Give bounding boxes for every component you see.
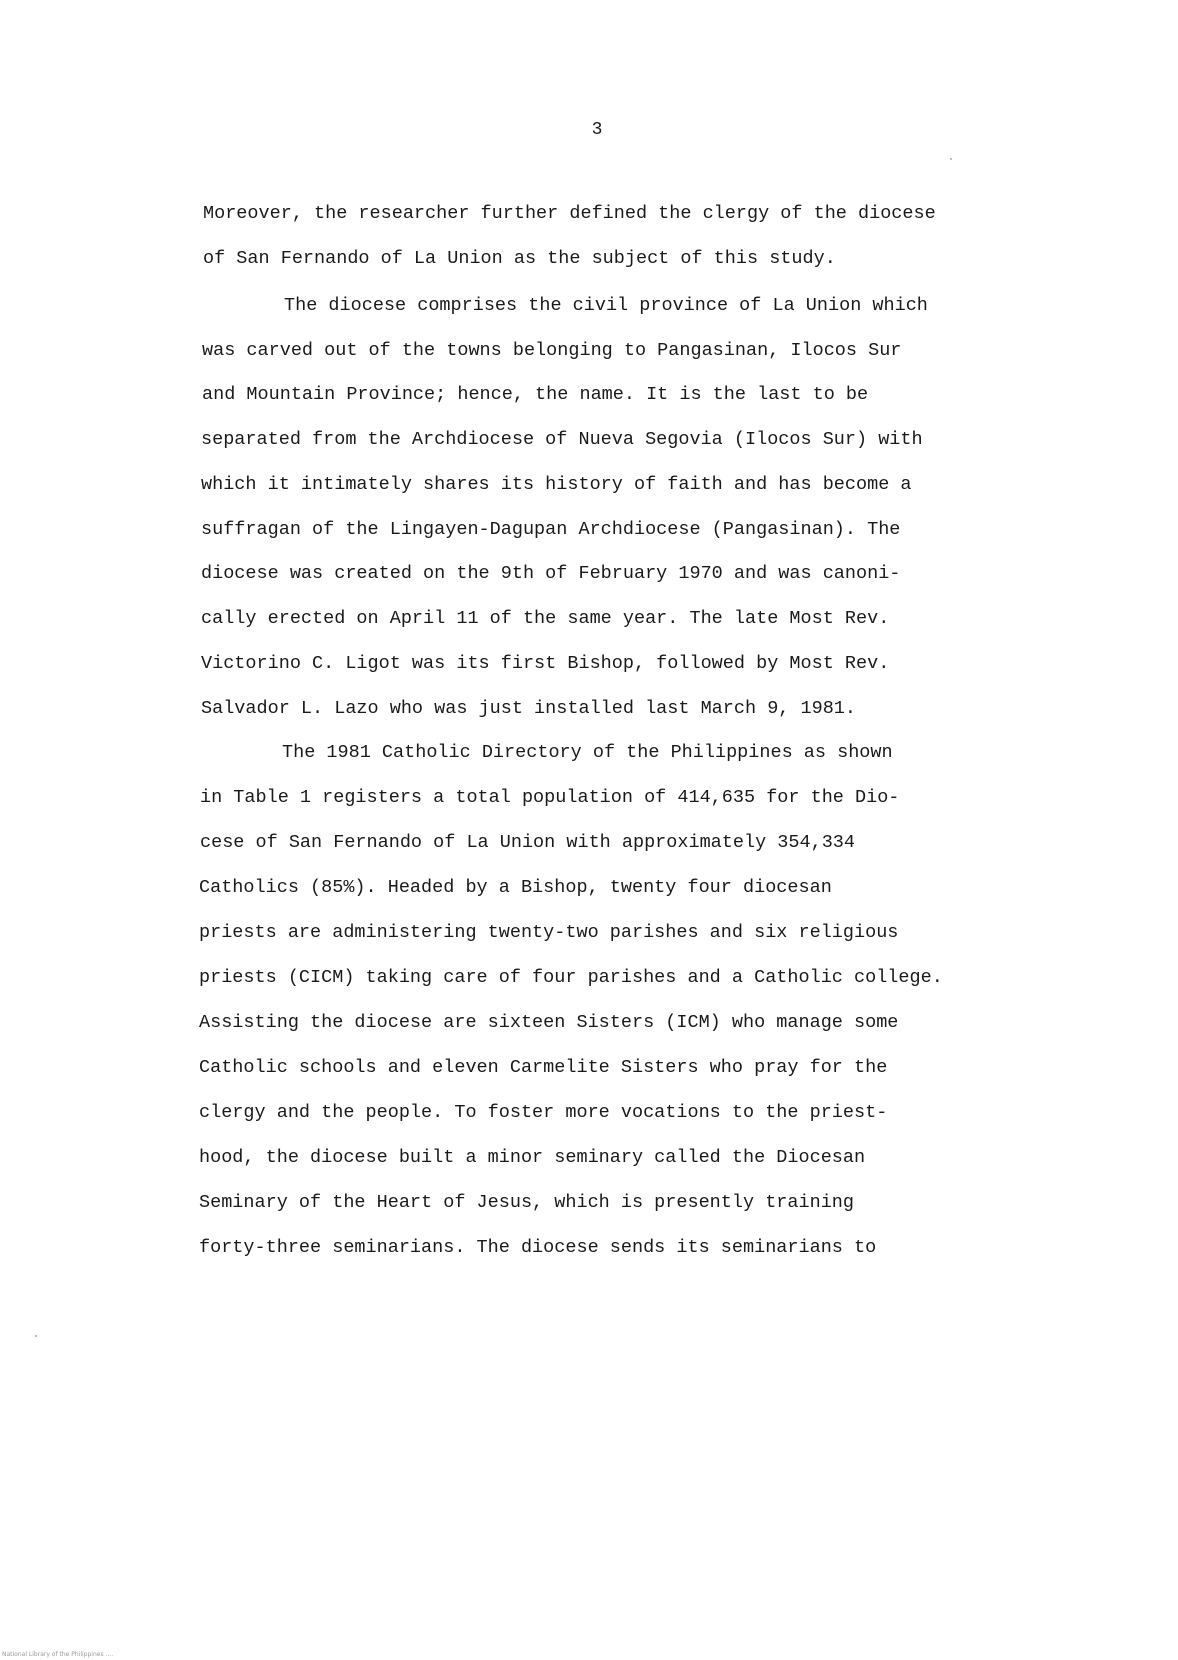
body-line: suffragan of the Lingayen-Dagupan Archdiocese (Pangasinan). The: [201, 519, 901, 540]
body-line: forty-three seminarians. The diocese sends its seminarians to: [199, 1237, 877, 1258]
body-line: priests are administering twenty-two parishes and six religious: [199, 922, 899, 943]
body-line: hood, the diocese built a minor seminary called the Diocesan: [199, 1147, 866, 1168]
page-number: 3: [591, 120, 603, 140]
body-line: Seminary of the Heart of Jesus, which is presently training: [199, 1192, 855, 1213]
body-line: cally erected on April 11 of the same year. The late Most Rev.: [201, 608, 890, 629]
body-line: Catholics (85%). Headed by a Bishop, twenty four diocesan: [199, 877, 832, 898]
body-line: in Table 1 registers a total population of 414,635 for the Dio-: [200, 787, 900, 808]
body-line: priests (CICM) taking care of four parishes and a Catholic college.: [199, 967, 943, 988]
body-line: separated from the Archdiocese of Nueva Segovia (Ilocos Sur) with: [201, 429, 923, 450]
body-line: Victorino C. Ligot was its first Bishop, followed by Most Rev.: [201, 653, 890, 674]
body-line: which it intimately shares its history of faith and has become a: [201, 474, 912, 495]
scan-footer: National Library of the Philippines ....: [2, 1651, 114, 1658]
body-line: diocese was created on the 9th of February 1970 and was canoni-: [201, 563, 901, 584]
body-line: clergy and the people. To foster more vocations to the priest-: [199, 1102, 888, 1123]
body-line: Catholic schools and eleven Carmelite Sisters who pray for the: [199, 1057, 888, 1078]
body-line: was carved out of the towns belonging to Pangasinan, Ilocos Sur: [202, 340, 902, 361]
body-line: of San Fernando of La Union as the subject of this study.: [203, 248, 836, 269]
body-line: The diocese comprises the civil province of La Union which: [284, 295, 928, 316]
body-line: Salvador L. Lazo who was just installed last March 9, 1981.: [201, 698, 857, 719]
body-line: and Mountain Province; hence, the name. It is the last to be: [202, 384, 869, 405]
body-line: Moreover, the researcher further defined the clergy of the diocese: [203, 203, 936, 224]
scan-speck: [35, 1335, 37, 1337]
scan-speck: [950, 158, 952, 160]
body-line: The 1981 Catholic Directory of the Philippines as shown: [282, 742, 893, 763]
body-line: cese of San Fernando of La Union with approximately 354,334: [200, 832, 856, 853]
body-line: Assisting the diocese are sixteen Sisters (ICM) who manage some: [199, 1012, 899, 1033]
